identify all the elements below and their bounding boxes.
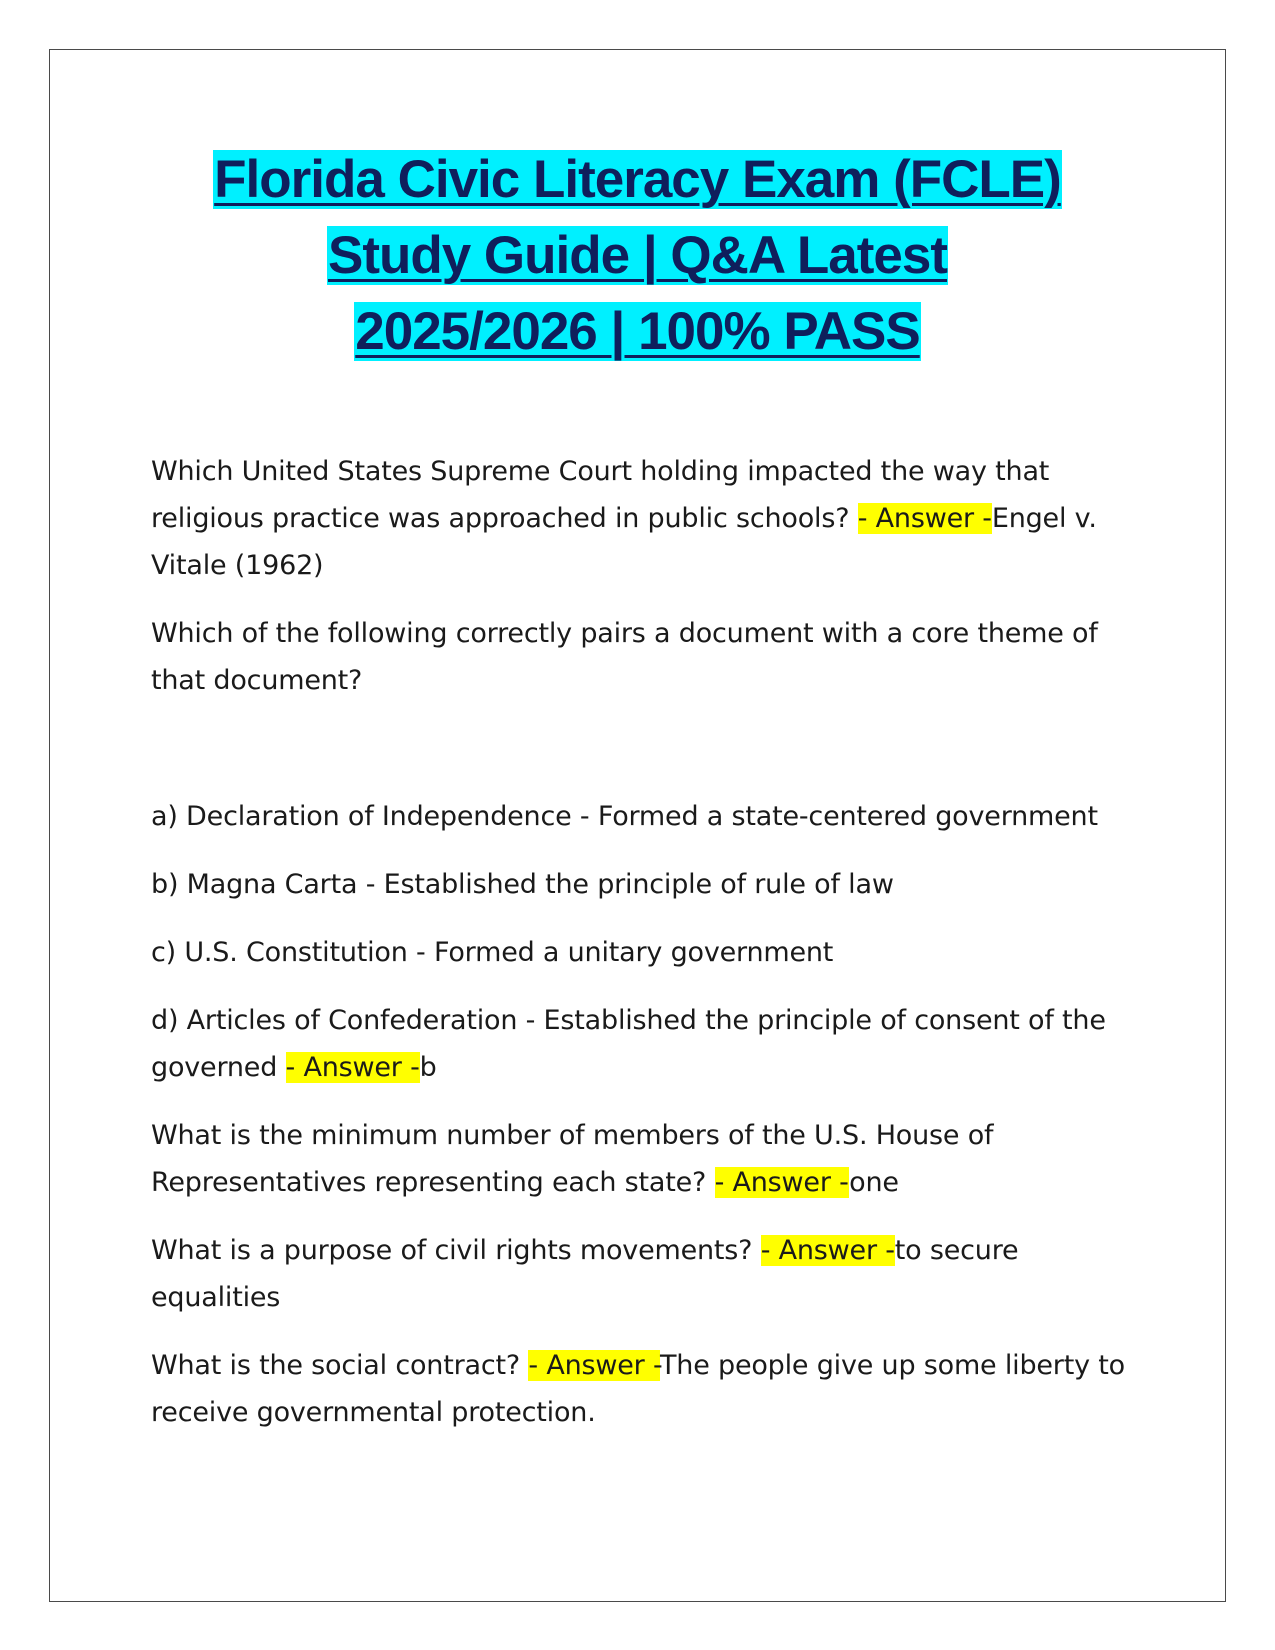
answer-marker: - Answer - xyxy=(285,1052,420,1083)
option-a: a) Declaration of Independence - Formed a state-centered government xyxy=(151,801,1098,832)
title-line-2: Study Guide | Q&A Latest xyxy=(327,226,948,285)
option-d xyxy=(151,997,1141,1091)
title-line-3: 2025/2026 | 100% PASS xyxy=(355,302,920,361)
answer-marker: - Answer - xyxy=(760,1235,895,1266)
qa-content xyxy=(151,448,1141,1457)
qa-item-1 xyxy=(151,448,1141,589)
answer-marker: - Answer - xyxy=(528,1350,661,1381)
option-c: c) U.S. Constitution - Formed a unitary government xyxy=(151,937,834,968)
answer-text: b xyxy=(419,1052,437,1083)
blank-line xyxy=(151,725,1141,793)
qa-item-4 xyxy=(151,1227,1141,1321)
answer-text: Engel v. Vitale (1962) xyxy=(151,503,1097,581)
answer-text: one xyxy=(849,1167,899,1198)
question-text: What is the social contract? xyxy=(151,1350,529,1381)
answer-text: to secure equalities xyxy=(151,1235,1019,1313)
qa-item-5 xyxy=(151,1342,1141,1436)
question-text: Which United States Supreme Court holding impacted the way that religious practice was approached in public schools? xyxy=(151,456,1050,534)
qa-item-3 xyxy=(151,1112,1141,1206)
title-line-1: Florida Civic Literacy Exam (FCLE) xyxy=(214,150,1061,209)
question-text: What is a purpose of civil rights movements? xyxy=(151,1235,761,1266)
answer-marker: - Answer - xyxy=(714,1167,850,1198)
option-b: b) Magna Carta - Established the principle of rule of law xyxy=(151,869,894,900)
answer-text: The people give up some liberty to receive governmental protection. xyxy=(151,1350,1125,1428)
qa-item-2-question xyxy=(151,610,1141,704)
question-text: Which of the following correctly pairs a document with a core theme of that document? xyxy=(151,618,1098,696)
document-title xyxy=(49,142,1226,370)
option-d-text: d) Articles of Confederation - Established the principle of consent of the governed xyxy=(151,1005,1106,1083)
answer-marker: - Answer - xyxy=(857,503,992,534)
question-text: What is the minimum number of members of the U.S. House of Representatives representing each state? xyxy=(151,1120,994,1198)
